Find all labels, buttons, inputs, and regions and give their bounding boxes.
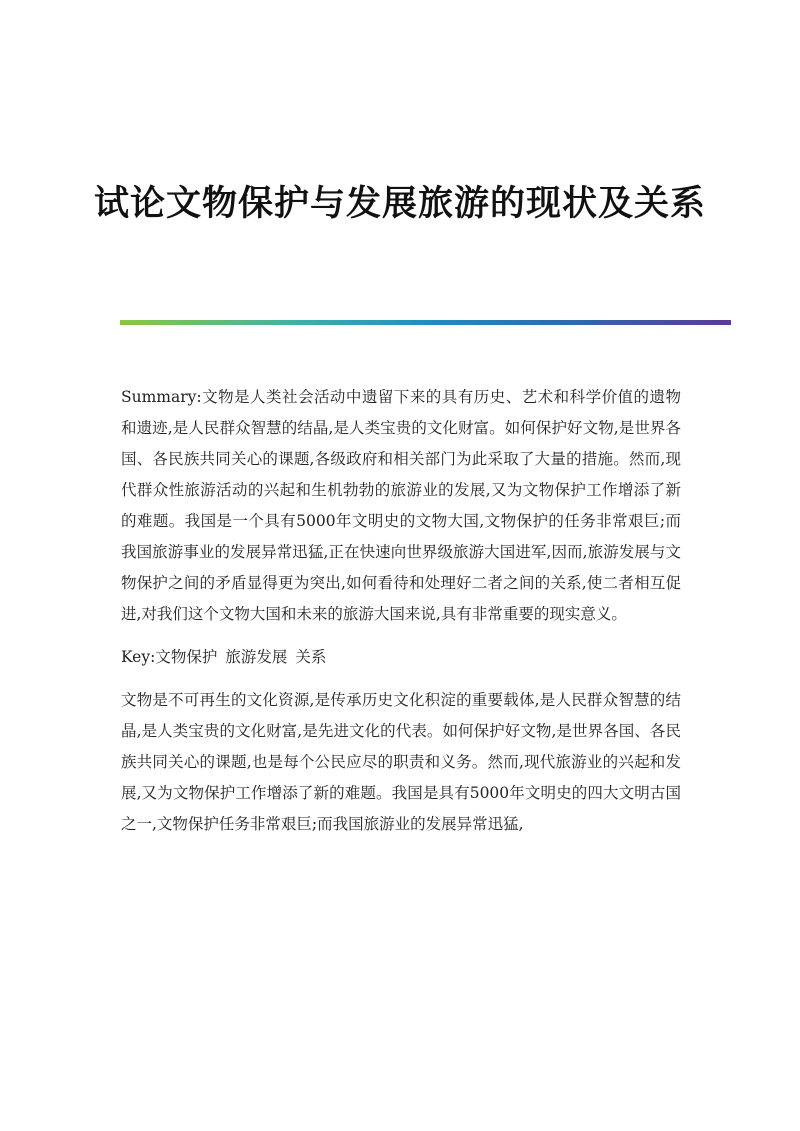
keyword: 关系 bbox=[295, 648, 327, 666]
document-title: 试论文物保护与发展旅游的现状及关系 bbox=[93, 183, 706, 224]
summary-paragraph: Summary:文物是人类社会活动中遗留下来的具有历史、艺术和科学价值的遗物和遗迹,是人民群众智慧的结晶,是人类宝贵的文化财富。如何保护好文物,是世界各国、各民族共同关心的课题,各级政府和相关部门为此采取了大量的措施。然而,现代群众性旅游活动的兴起和生机勃勃的旅游业的发展,又为文物保护工作增添了新的难题。我国是一个具有5000年文明史的文物大国,文物保护的任务非常艰巨;而我国旅游事业的发展异常迅猛,正在快速向世界级旅游大国进军,因而,旅游发展与文物保护之间的矛盾显得更为突出,如何看待和处理好二者之间的关系,使二者相互促进,对我们这个文物大国和未来的旅游大国来说,具有非常重要的现实意义。 bbox=[121, 388, 681, 623]
keywords-line bbox=[121, 642, 681, 673]
document-body bbox=[121, 382, 681, 852]
key-label: Key: bbox=[121, 648, 156, 666]
keyword: 文物保护 bbox=[155, 648, 218, 666]
keyword: 旅游发展 bbox=[225, 648, 288, 666]
title-divider bbox=[120, 320, 731, 325]
body-paragraph: 文物是不可再生的文化资源,是传承历史文化积淀的重要载体,是人民群众智慧的结晶,是人类宝贵的文化财富,是先进文化的代表。如何保护好文物,是世界各国、各民族共同关心的课题,也是每个公民应尽的职责和义务。然而,现代旅游业的兴起和发展,又为文物保护工作增添了新的难题。我国是具有5000年文明史的四大文明古国之一,文物保护任务非常艰巨;而我国旅游业的发展异常迅猛, bbox=[121, 691, 681, 833]
